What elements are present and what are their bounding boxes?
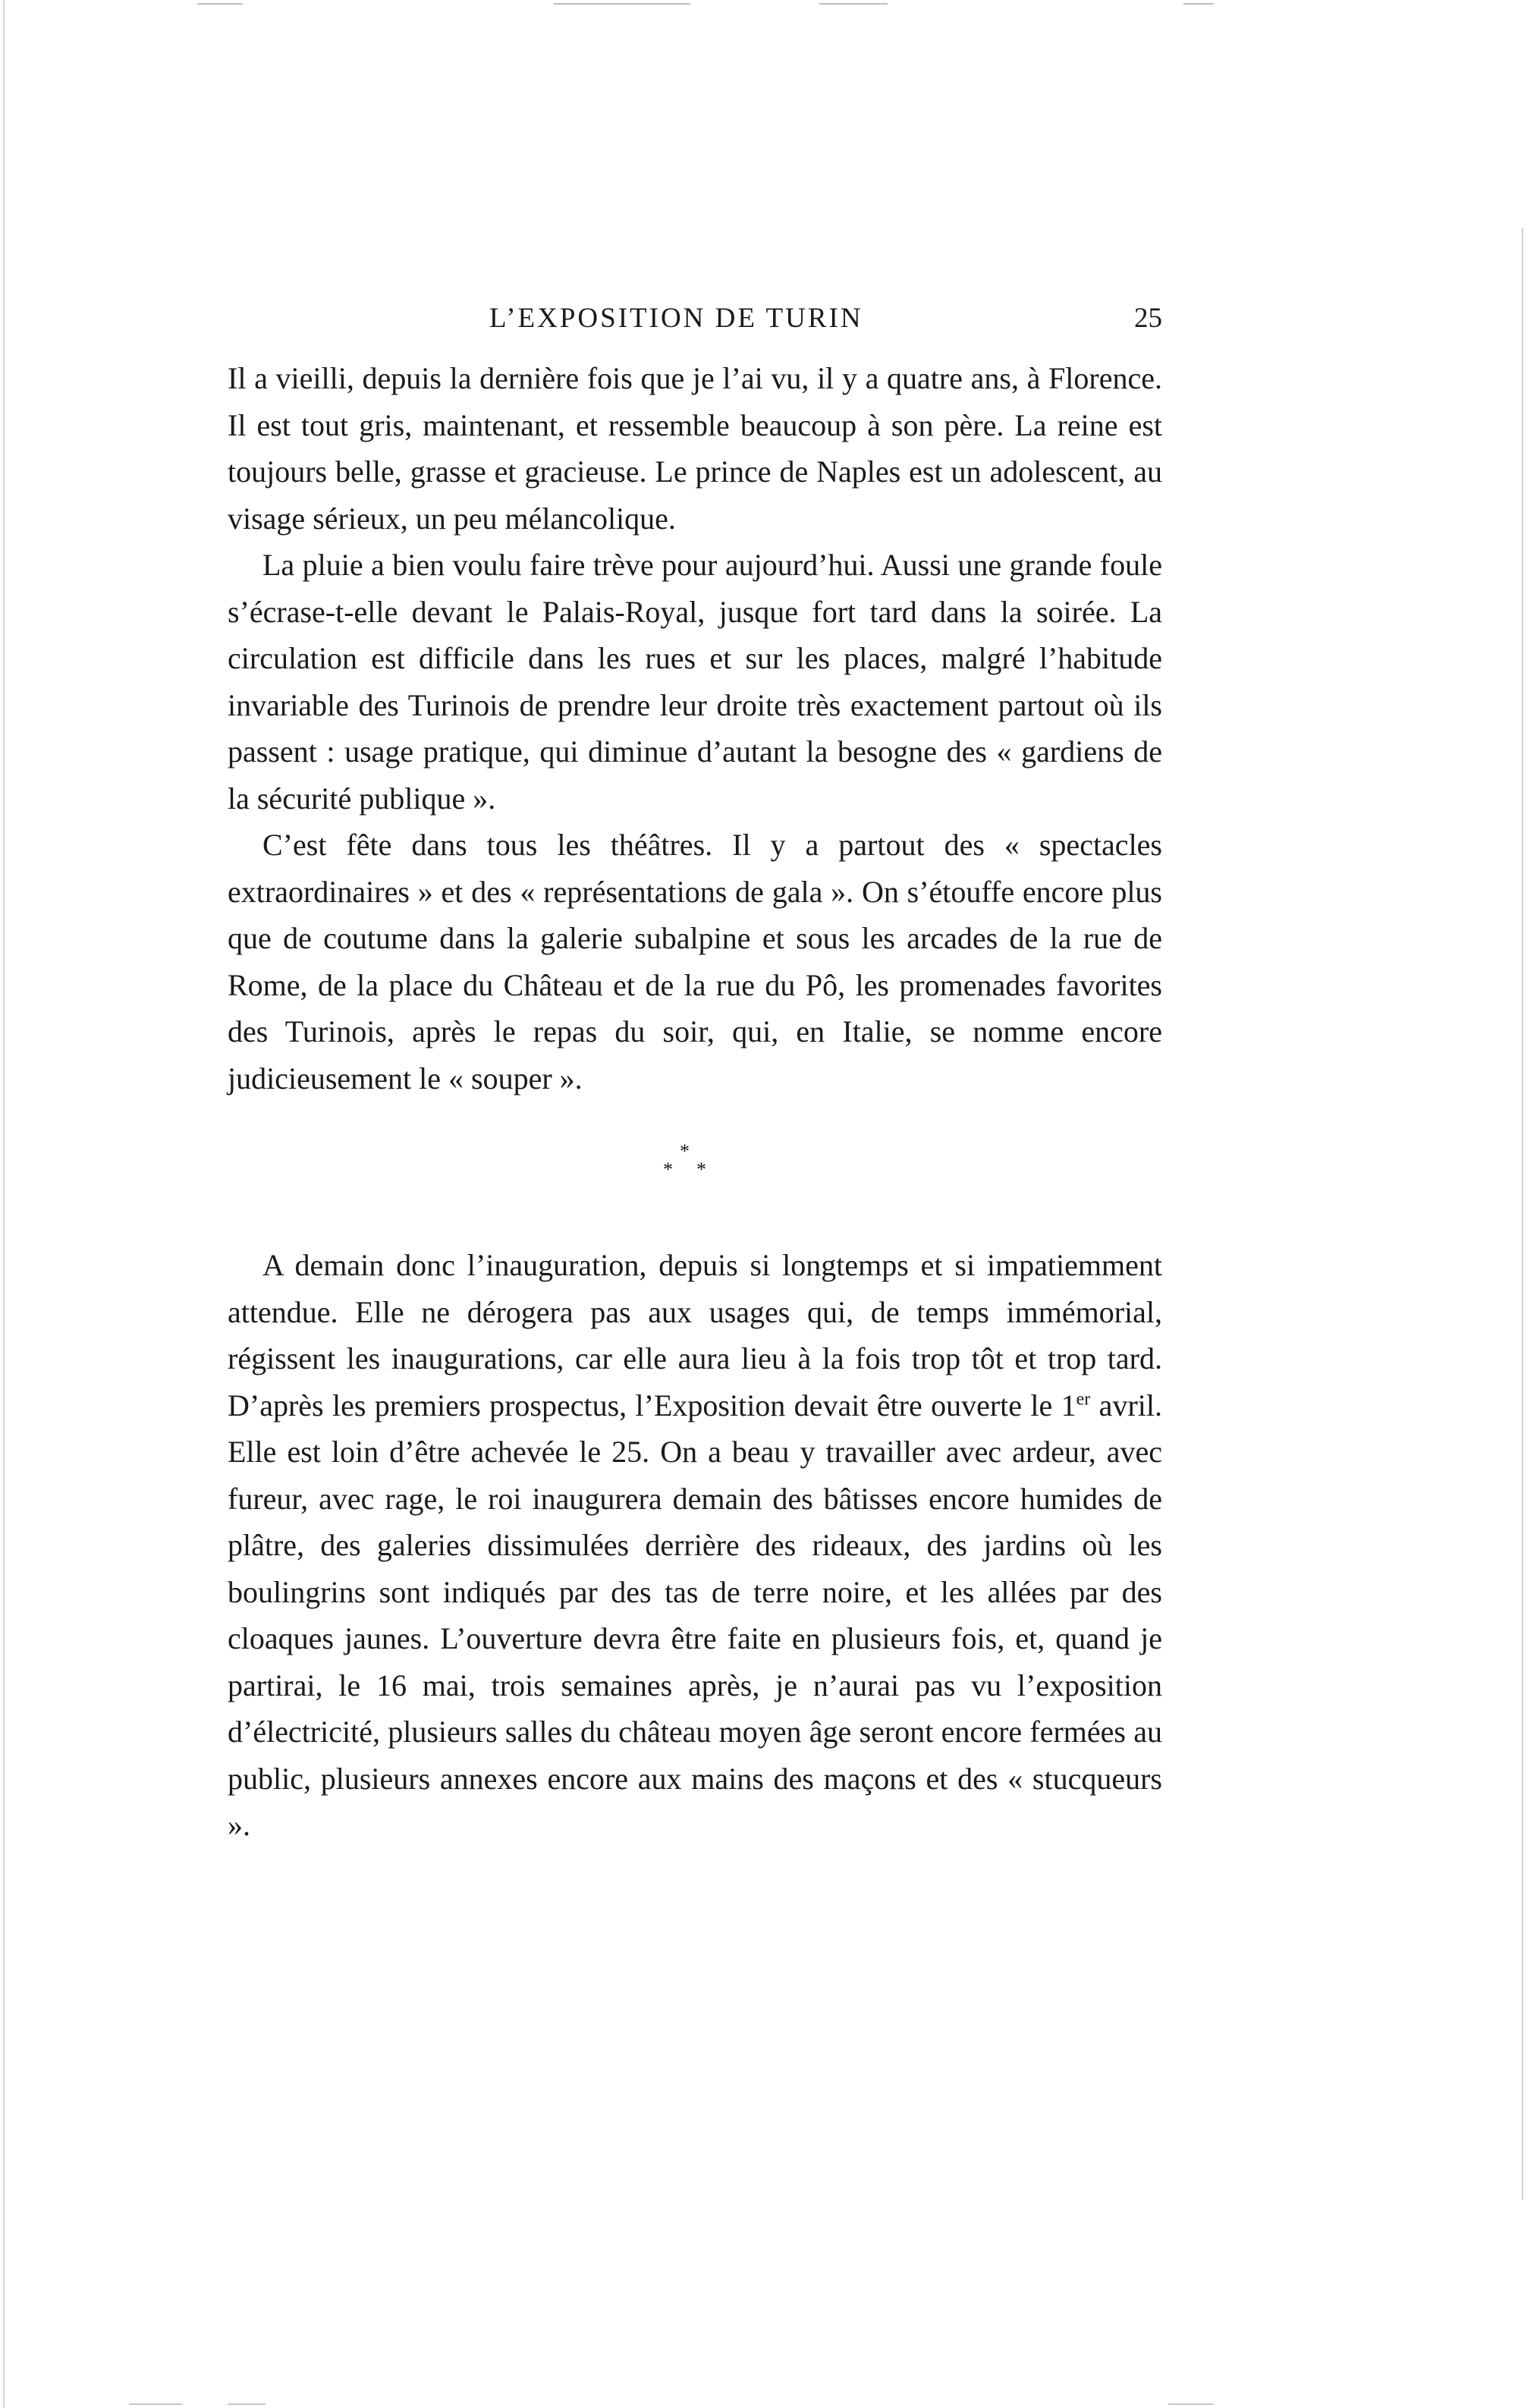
- running-title: L’EXPOSITION DE TURIN: [489, 303, 863, 334]
- running-head: [228, 302, 1162, 340]
- book-page: [228, 302, 1162, 1849]
- paragraph-1: Il a vieilli, depuis la dernière fois que je l’ai vu, il y a quatre ans, à Florence. Il est tout gris, maintenant, et ressemble beaucoup à son père. La reine est toujours belle, grasse et gracieuse. Le prince de Naples est un adolescent, au visage sérieux, un peu mélancolique.: [228, 361, 1162, 536]
- paragraph-4-part-1: A demain donc l’inauguration, depuis si longtemps et si impatiemment attendue. Elle ne dérogera pas aux usages qui, de temps immémorial, régissent les inaugurations, car elle aura lieu à la fois trop tôt et trop tard. D’après les premiers prospectus, l’Exposition devait être ouverte le 1: [228, 1248, 1162, 1422]
- paragraph-4: [228, 1242, 1162, 1849]
- scan-edge-top: [0, 0, 1540, 11]
- scan-edge-right: [1522, 228, 1523, 2200]
- asterism-star-right: *: [696, 1158, 706, 1180]
- asterism-star-top: *: [680, 1140, 690, 1162]
- body-text: [228, 355, 1162, 1102]
- scan-edge-bottom: [0, 2397, 1540, 2408]
- section-two: [228, 1242, 1162, 1849]
- paragraph-2: La pluie a bien voulu faire trève pour aujourd’hui. Aussi une grande foule s’écrase-t-elle devant le Palais-Royal, jusque fort tard dans la soirée. La circulation est difficile dans les rues et sur les places, malgré l’habitude invariable des Turinois de prendre leur droite très exactement partout où ils passent : usage pratique, qui diminue d’autant la besogne des « gardiens de la sécurité publique ».: [228, 548, 1162, 816]
- scan-edge-left: [3, 0, 5, 2408]
- page-number: 25: [1134, 303, 1162, 334]
- ordinal-suffix: er: [1076, 1389, 1091, 1410]
- section-break-asterism: [228, 1105, 1162, 1242]
- asterism-star-left: *: [663, 1158, 673, 1180]
- paragraph-4-part-2: avril. Elle est loin d’être achevée le 25. On a beau y travailler avec ardeur, avec fureur, avec rage, le roi inaugurera demain des bâtisses encore humides de plâtre, des galeries dissimulées derrière des rideaux, des jardins où les boulingrins sont indiqués par des tas de terre noire, et les allées par des cloaques jaunes. L’ouverture devra être faite en plusieurs fois, et, quand je partirai, le 16 mai, trois semaines après, je n’aurai pas vu l’exposition d’électricité, plusieurs salles du château moyen âge seront encore fermées au public, plusieurs annexes encore aux mains des maçons et des « stucqueurs ».: [228, 1388, 1162, 1842]
- paragraph-3: C’est fête dans tous les théâtres. Il y a partout des « spectacles extraordinaires » et des « représentations de gala ». On s’étouffe encore plus que de coutume dans la galerie subalpine et sous les arcades de la rue de Rome, de la place du Château et de la rue du Pô, les promenades favorites des Turinois, après le repas du soir, qui, en Italie, se nomme encore judicieusement le « souper ».: [228, 828, 1162, 1096]
